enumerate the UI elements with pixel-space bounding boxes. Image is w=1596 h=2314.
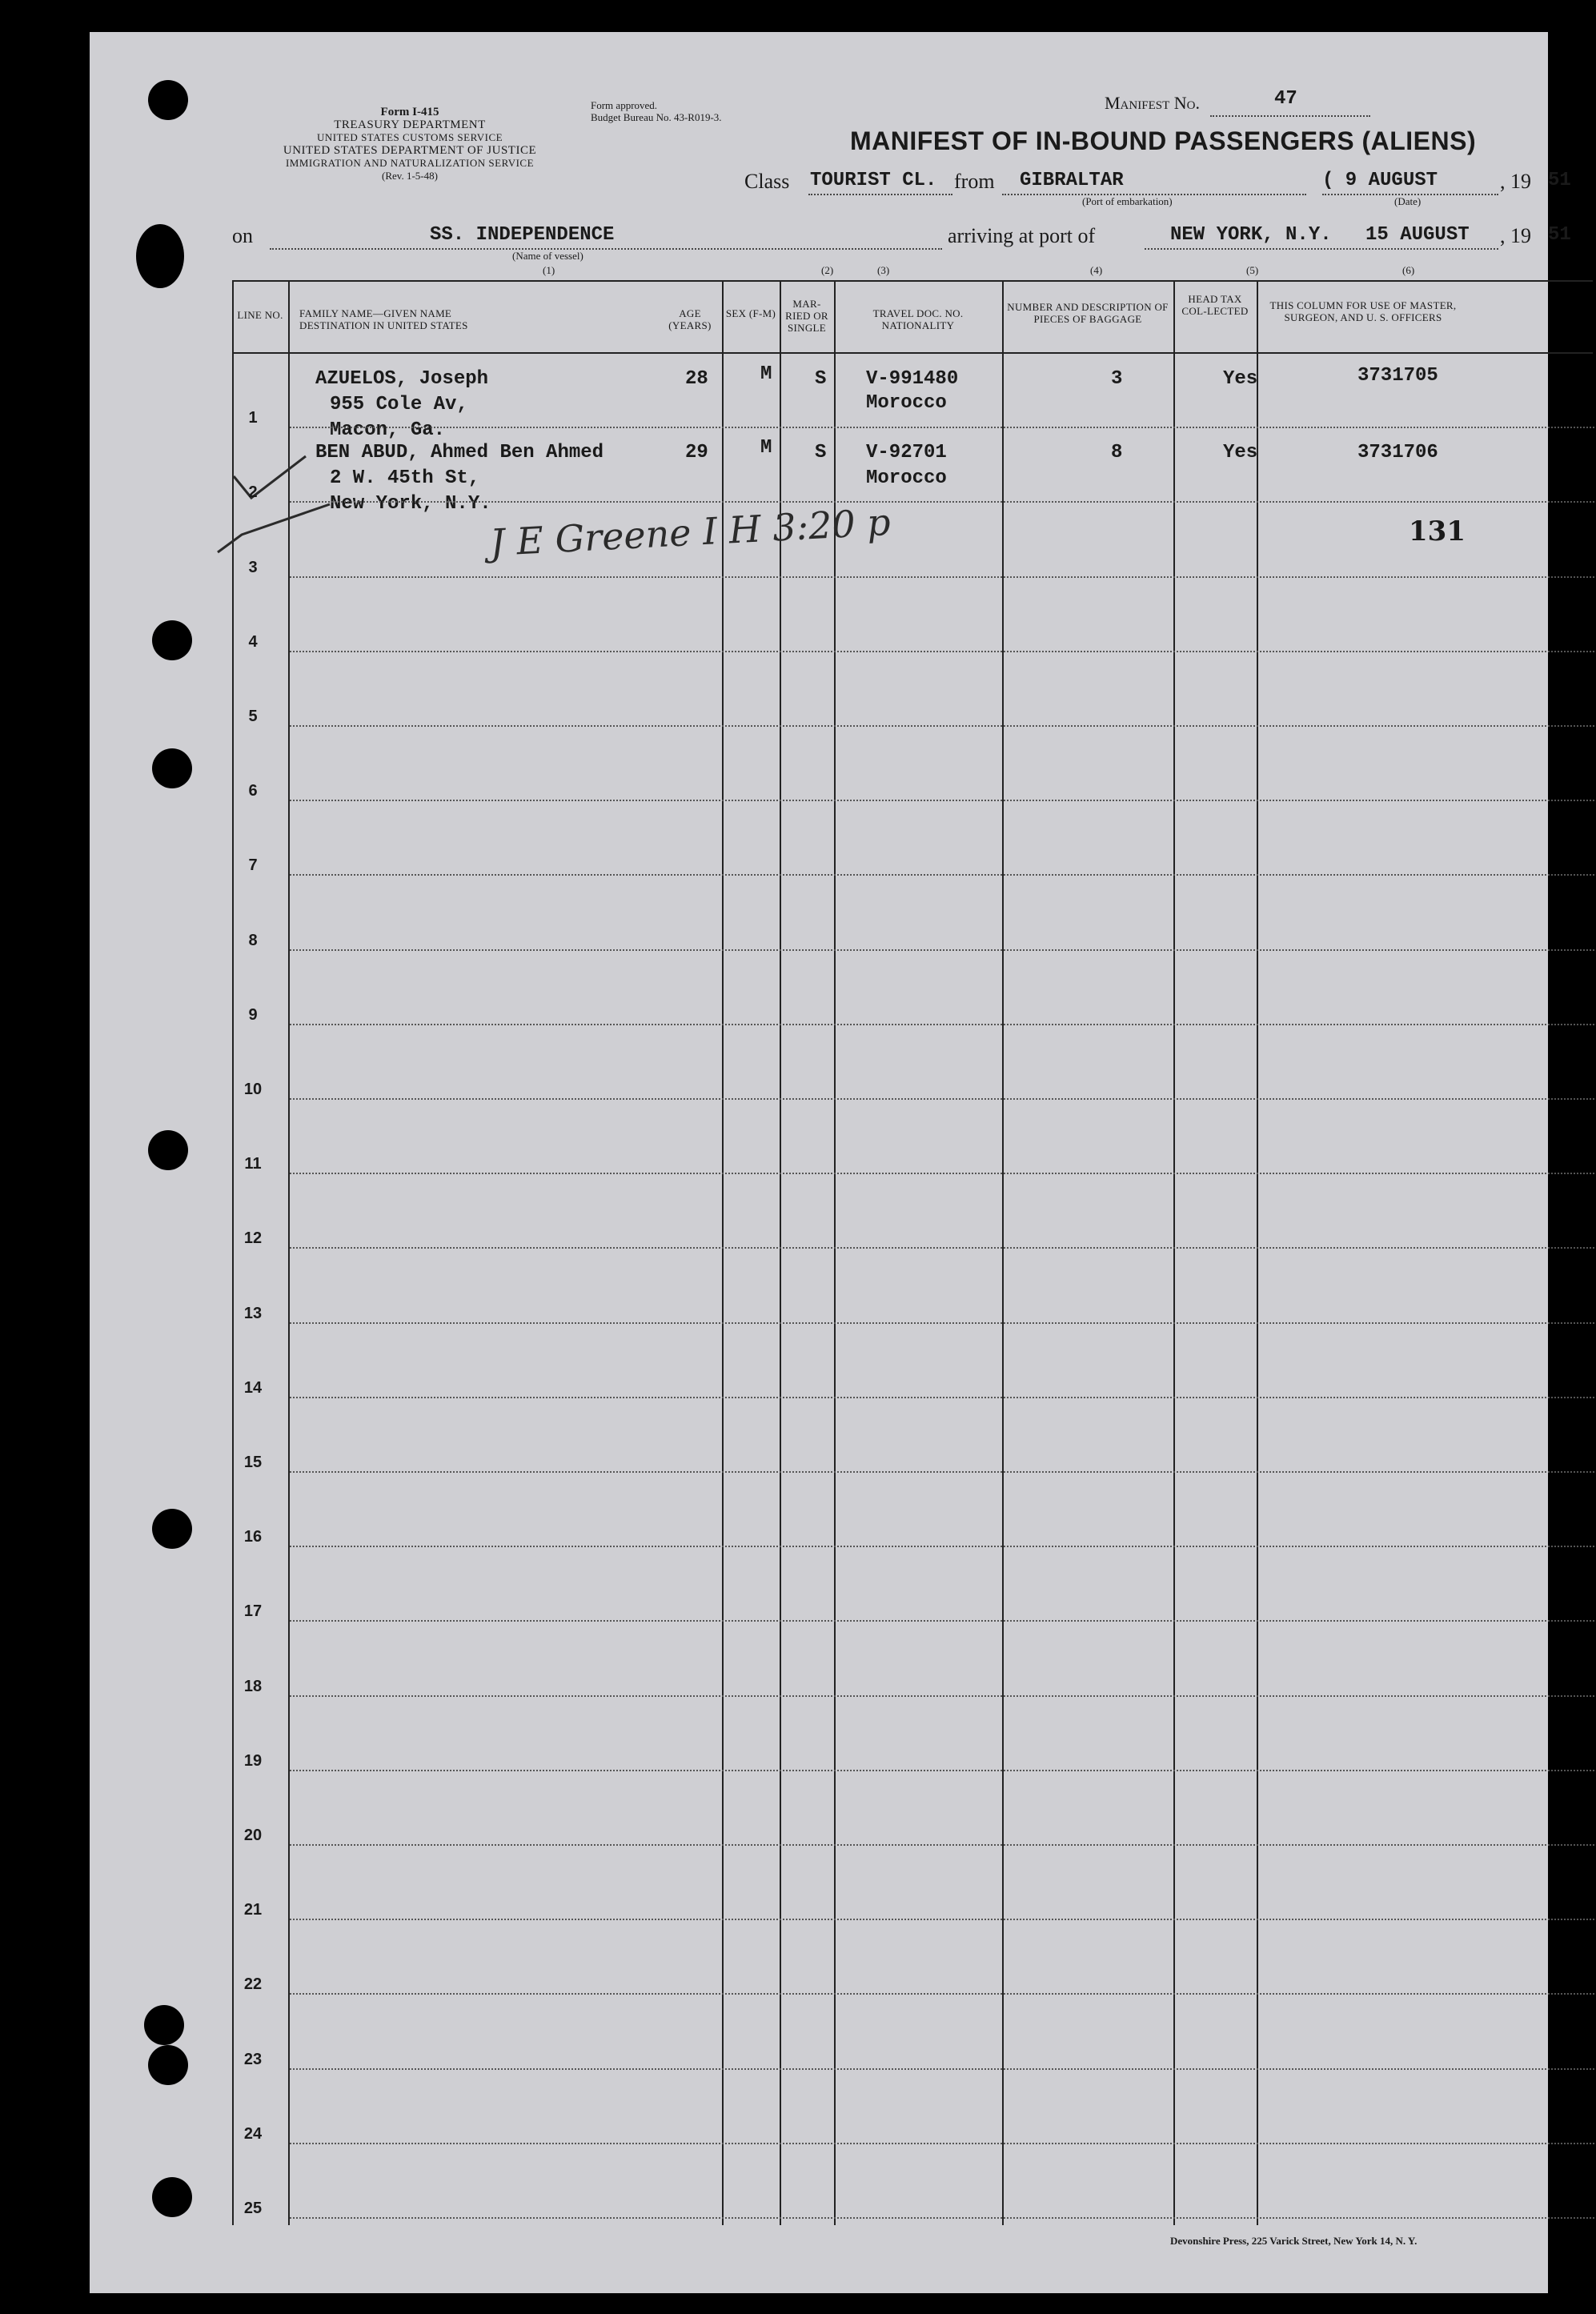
passenger-2-baggage: 8	[1111, 442, 1123, 463]
line-number-7: 7	[248, 856, 258, 875]
arrival-line	[1145, 224, 1498, 250]
row-rule-5	[290, 725, 1594, 727]
port-embark-caption: (Port of embarkation)	[1082, 195, 1173, 207]
class-value: TOURIST CL.	[810, 170, 937, 191]
line-number-9: 9	[248, 1005, 258, 1024]
passenger-1-doc: V-991480	[866, 368, 959, 390]
arrival-year-prefix: , 19	[1500, 224, 1531, 247]
line-number-4: 4	[248, 632, 258, 651]
line-number-22: 22	[243, 1975, 263, 1994]
passenger-1-officer: 3731705	[1357, 365, 1438, 387]
row-rule-9	[290, 1024, 1594, 1025]
row-rule-17	[290, 1620, 1594, 1622]
line-number-16: 16	[243, 1528, 263, 1546]
arrival-port: NEW YORK, N.Y.	[1170, 224, 1332, 246]
date-embark-line	[1322, 170, 1498, 195]
row-rule-16	[290, 1546, 1594, 1547]
class-line	[808, 170, 952, 195]
line-number-25: 25	[243, 2200, 263, 2217]
table-header-rule	[232, 352, 1593, 354]
line-number-19: 19	[243, 1751, 263, 1770]
header-line-no: LINE NO.	[237, 309, 283, 321]
row-rule-23	[290, 2068, 1594, 2070]
line-number-20: 20	[243, 1827, 263, 1844]
date-embark-year: 51	[1548, 170, 1571, 191]
passenger-1-age: 28	[685, 368, 708, 390]
passenger-2-marital: S	[815, 442, 827, 463]
line-number-17: 17	[243, 1602, 263, 1621]
row-rule-7	[290, 874, 1594, 876]
port-embark-line	[1002, 170, 1306, 195]
justice-dept: UNITED STATES DEPARTMENT OF JUSTICE	[283, 144, 537, 157]
passenger-2-tax: Yes	[1223, 442, 1258, 463]
customs-service: UNITED STATES CUSTOMS SERVICE	[316, 131, 503, 143]
col-num-4: (4)	[1090, 264, 1103, 276]
line-number-6: 6	[248, 782, 258, 800]
header-family-name: FAMILY NAME—GIVEN NAME	[299, 307, 452, 319]
officer-signature: J E Greene I H 3:20 p	[488, 499, 892, 565]
punch-hole	[148, 1130, 188, 1170]
manifest-page	[90, 32, 1571, 2293]
passenger-2-officer: 3731706	[1357, 442, 1438, 463]
row-rule-13	[290, 1322, 1594, 1324]
row-rule-11	[290, 1173, 1594, 1174]
line-number-24: 24	[243, 2124, 263, 2143]
on-label: on	[232, 224, 253, 247]
budget-bureau: Budget Bureau No. 43-R019-3.	[591, 111, 722, 123]
revision: (Rev. 1-5-48)	[382, 170, 438, 182]
date-embark-year-prefix: , 19	[1500, 170, 1531, 193]
col-num-5: (5)	[1246, 264, 1259, 276]
passenger-2-addr1: 2 W. 45th St,	[330, 467, 480, 489]
row-rule-20	[290, 1844, 1594, 1846]
row-rule-18	[290, 1695, 1594, 1697]
passenger-1-baggage: 3	[1111, 368, 1123, 390]
row-rule-6	[290, 800, 1594, 801]
header-destination: DESTINATION IN UNITED STATES	[299, 319, 468, 331]
passenger-2-doc: V-92701	[866, 442, 947, 463]
line-number-23: 23	[243, 2050, 263, 2068]
row-rule-8	[290, 949, 1594, 951]
punch-hole	[152, 748, 192, 788]
col-rule-4	[834, 280, 836, 2225]
passenger-1-addr2: Macon, Ga.	[330, 419, 446, 441]
line-number-13: 13	[243, 1304, 263, 1322]
line-number-12: 12	[243, 1229, 263, 1248]
line-number-2: 2	[248, 483, 258, 502]
passenger-2-age: 29	[685, 442, 708, 463]
header-sex: SEX (F-M)	[725, 307, 776, 319]
col-num-3: (3)	[877, 264, 890, 276]
check-mark-2	[218, 504, 330, 552]
passenger-1-sex: M	[760, 363, 772, 385]
line-number-11: 11	[244, 1155, 262, 1173]
arrival-date: 15 AUGUST	[1365, 224, 1470, 246]
form-header-left	[290, 106, 530, 144]
punch-hole	[144, 2005, 184, 2045]
line-number-1: 1	[248, 409, 258, 427]
passenger-2-addr2: New York, N.Y.	[330, 493, 491, 515]
arrival-year: 51	[1548, 224, 1571, 246]
passenger-1-name: AZUELOS, Joseph	[315, 368, 489, 390]
line-number-14: 14	[243, 1378, 263, 1397]
row-rule-19	[290, 1770, 1594, 1771]
class-label: Class	[744, 170, 790, 193]
line-number-18: 18	[243, 1677, 263, 1695]
header-baggage: NUMBER AND DESCRIPTION OF PIECES OF BAGGAGE	[1007, 301, 1169, 325]
row-rule-14	[290, 1397, 1594, 1398]
header-married: MAR-RIED OR SINGLE	[785, 298, 828, 334]
passenger-1-marital: S	[815, 368, 827, 390]
row-rule-12	[290, 1247, 1594, 1249]
row-rule-1	[290, 427, 1594, 428]
table-top-rule	[232, 280, 1593, 282]
form-number: Form I-415	[380, 106, 439, 118]
punch-hole	[148, 80, 188, 120]
manifest-title: MANIFEST OF IN-BOUND PASSENGERS (ALIENS)	[850, 126, 1477, 155]
passenger-1-addr1: 955 Cole Av,	[330, 394, 468, 415]
col-rule-3	[780, 280, 781, 2225]
passenger-1-tax: Yes	[1223, 368, 1258, 390]
col-num-1: (1)	[543, 264, 555, 276]
punch-hole	[152, 1509, 192, 1549]
header-head-tax: HEAD TAX COL-LECTED	[1181, 293, 1249, 317]
manifest-no-line	[1210, 88, 1370, 117]
header-name	[299, 307, 716, 331]
header-officers: THIS COLUMN FOR USE OF MASTER, SURGEON, AND U. S. OFFICERS	[1269, 299, 1457, 323]
form-approved: Form approved.	[591, 99, 658, 111]
arriving-label: arriving at port of	[948, 224, 1096, 247]
col-num-6: (6)	[1402, 264, 1415, 276]
line-number-21: 21	[243, 1901, 263, 1919]
header-travel-doc: TRAVEL DOC. NO. NATIONALITY	[872, 307, 964, 331]
stamp-number: 131	[1409, 515, 1466, 547]
row-rule-25	[290, 2217, 1594, 2219]
form-approval	[591, 99, 722, 123]
row-rule-24	[290, 2143, 1594, 2144]
col-rule-5	[1002, 280, 1004, 2225]
passenger-2-nationality: Morocco	[866, 467, 947, 489]
row-rule-22	[290, 1993, 1594, 1995]
check-marks	[210, 448, 402, 568]
line-number-8: 8	[248, 931, 258, 949]
treasury-dept: TREASURY DEPARTMENT	[334, 118, 486, 131]
passenger-2-sex: M	[760, 437, 772, 459]
printer-footer: Devonshire Press, 225 Varick Street, New York 14, N. Y.	[1170, 2235, 1418, 2247]
line-number-3: 3	[248, 558, 258, 576]
line-number-5: 5	[248, 708, 258, 725]
form-header-justice	[226, 144, 594, 182]
col-rule-2	[722, 280, 724, 2225]
punch-hole	[152, 620, 192, 660]
table-left-rule	[232, 280, 234, 2225]
header-age: AGE (YEARS)	[668, 307, 712, 331]
col-rule-6	[1173, 280, 1175, 2225]
col-rule-1	[288, 280, 290, 2225]
row-rule-3	[290, 576, 1594, 578]
date-embark: ( 9 AUGUST	[1322, 170, 1438, 191]
passenger-2-name: BEN ABUD, Ahmed Ben Ahmed	[315, 442, 604, 463]
row-rule-10	[290, 1098, 1594, 1100]
punch-hole	[148, 2045, 188, 2085]
col-num-2: (2)	[821, 264, 834, 276]
col-rule-7	[1257, 280, 1258, 2225]
row-rule-4	[290, 651, 1594, 652]
passenger-1-nationality: Morocco	[866, 392, 947, 414]
vessel-caption: (Name of vessel)	[512, 250, 583, 262]
vessel-name: SS. INDEPENDENCE	[430, 224, 615, 246]
punch-hole	[152, 2177, 192, 2217]
date-caption: (Date)	[1394, 195, 1422, 207]
manifest-label: Manifest No.	[1105, 93, 1200, 113]
port-embarkation: GIBRALTAR	[1020, 170, 1124, 191]
immigration-service: IMMIGRATION AND NATURALIZATION SERVICE	[285, 157, 535, 169]
punch-hole	[136, 224, 184, 288]
from-label: from	[954, 170, 995, 193]
row-rule-15	[290, 1471, 1594, 1473]
manifest-number: 47	[1274, 88, 1297, 110]
line-number-15: 15	[243, 1454, 263, 1471]
row-rule-21	[290, 1919, 1594, 1920]
row-rule-2	[290, 501, 1594, 503]
vessel-line	[270, 224, 942, 250]
line-number-10: 10	[243, 1081, 263, 1098]
